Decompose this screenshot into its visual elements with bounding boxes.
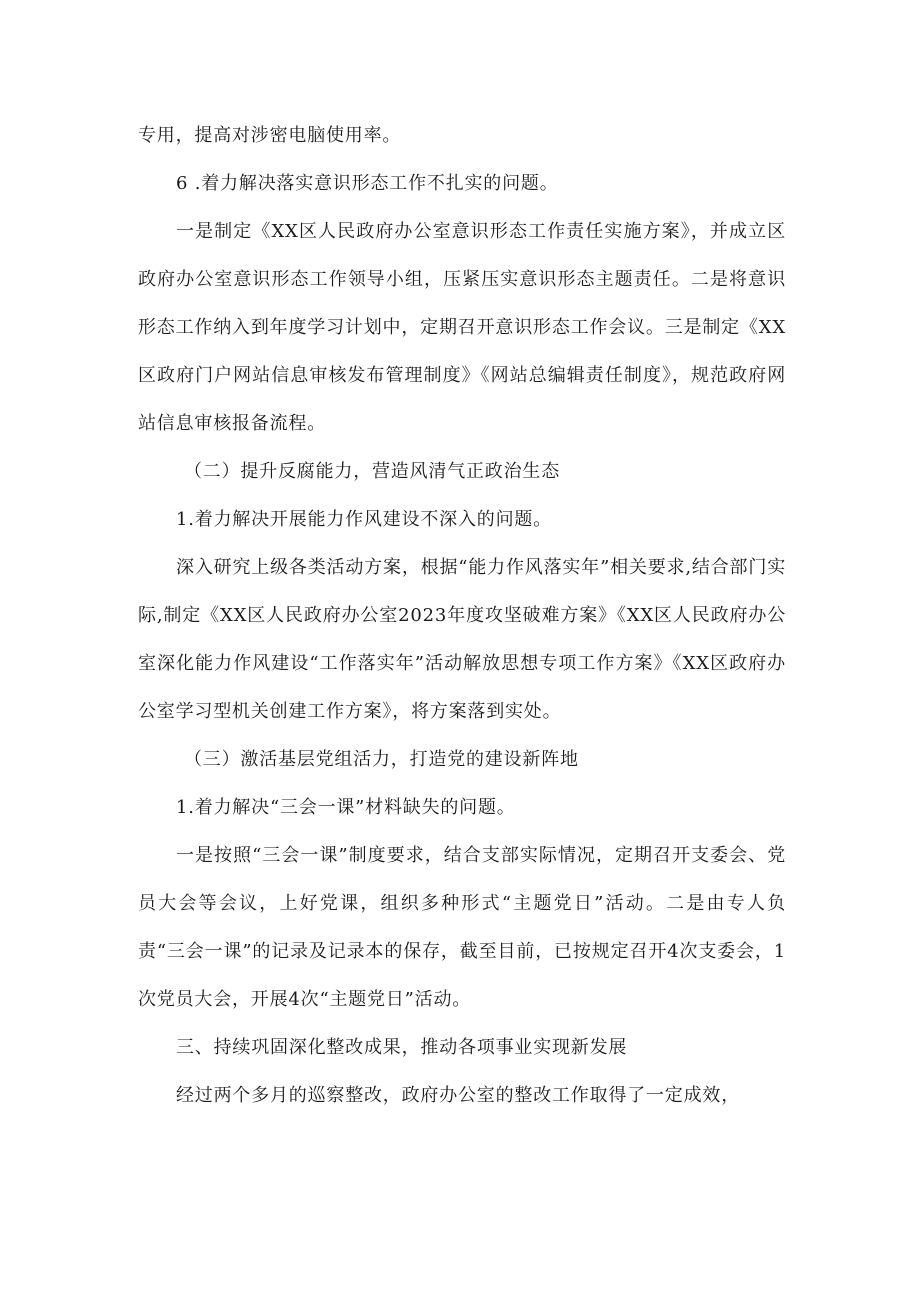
item-heading-1-meetings: 1.着力解决“三会一课”材料缺失的问题。: [176, 797, 516, 818]
paragraph-meetings-measures: 一是按照“三会一课”制度要求，结合支部实际情况，定期召开支委会、党员大会等会议，上好党课，组织多种形式“主题党日”活动。二是由专人负责“三会一课”的记录及记录本的保存，截至目前，已按规定召开4次支委会，1次党员大会，开展4次“主题党日”活动。: [138, 845, 786, 1010]
paragraph-results: 经过两个多月的巡察整改，政府办公室的整改工作取得了一定成效，: [176, 1085, 740, 1106]
paragraph-continuation: 专用，提高对涉密电脑使用率。: [138, 125, 402, 146]
document-body: [138, 112, 786, 1120]
section-heading-2: （二）提升反腐能力，营造风清气正政治生态: [184, 461, 560, 482]
chapter-heading-3: 三、持续巩固深化整改成果，推动各项事业实现新发展: [176, 1037, 628, 1058]
paragraph-ideology-measures: 一是制定《XX区人民政府办公室意识形态工作责任实施方案》，并成立区政府办公室意识形态工作领导小组，压紧压实意识形态主题责任。二是将意识形态工作纳入到年度学习计划中，定期召开意识形态工作会议。三是制定《XX区政府门户网站信息审核发布管理制度》《网站总编辑责任制度》，规范政府网站信息审核报备流程。: [138, 221, 786, 434]
paragraph-capability-measures: 深入研究上级各类活动方案，根据“能力作风落实年”相关要求,结合部门实际,制定《XX区人民政府办公室2023年度攻坚破难方案》《XX区人民政府办公室深化能力作风建设“工作落实年”活动解放思想专项工作方案》《XX区政府办公室学习型机关创建工作方案》，将方案落到实处。: [138, 557, 786, 722]
item-heading-1-capability: 1.着力解决开展能力作风建设不深入的问题。: [176, 509, 552, 530]
section-heading-3: （三）激活基层党组活力，打造党的建设新阵地: [184, 749, 579, 770]
item-heading-6: 6 .着力解决落实意识形态工作不扎实的问题。: [176, 173, 559, 194]
